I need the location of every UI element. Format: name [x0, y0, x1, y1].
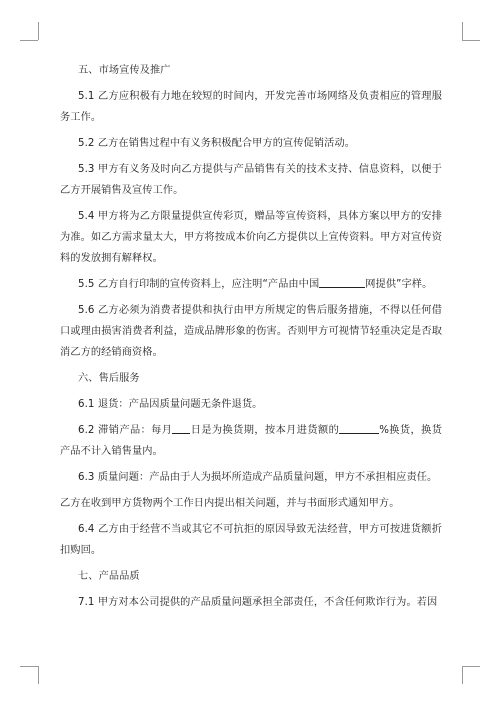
crop-mark-bottom-left-h [20, 666, 38, 667]
document-body [60, 60, 442, 618]
clause-6-2-mid: 日是为换货期，按本月进货额的 [190, 425, 340, 436]
section-heading-after-sales: 六、售后服务 [78, 373, 140, 384]
clause-6-3-continued: 乙方在收到甲方货物两个工作日内提出相关问题，并与书面形式通知甲方。 [60, 498, 400, 509]
clause-6-2-post: %换货，换货产品不计入销售量内。 [60, 425, 443, 457]
crop-mark-bottom-left-v [38, 666, 39, 684]
clause-6-2 [60, 420, 442, 462]
crop-mark-top-right-h [462, 40, 480, 41]
clause-5-3: 5.3 甲方有义务及时向乙方提供与产品销售有关的技术支持、信息资料，以便于乙方开展销售及宣传工作。 [60, 164, 442, 196]
clause-6-3: 6.3 质量问题：产品由于人为损坏所造成产品质量问题，甲方不承担相应责任。 [78, 472, 438, 483]
clause-5-2: 5.2 乙方在销售过程中有义务积极配合甲方的宣传促销活动。 [78, 138, 356, 149]
clause-6-1: 6.1 退货：产品因质量问题无条件退货。 [78, 399, 263, 410]
clause-5-5-post: 网提供”字样。 [365, 279, 433, 290]
crop-mark-bottom-right-v [462, 666, 463, 684]
clause-5-1: 5.1 乙方应积极有力地在较短的时间内，开发完善市场网络及负责相应的管理服务工作。 [60, 91, 442, 123]
clause-6-4: 6.4 乙方由于经营不当或其它不可抗拒的原因导致无法经营，甲方可按进货额折扣购回。 [60, 524, 442, 556]
crop-mark-top-right-v [462, 22, 463, 40]
clause-5-6: 5.6 乙方必须为消费者提供和执行由甲方所规定的售后服务措施，不得以任何借口或理由损害消费者利益，造成品牌形象的伤害。否则甲方可视情节轻重决定是否取消乙方的经销商资格。 [60, 305, 442, 358]
section-heading-product-quality: 七、产品品质 [78, 571, 140, 582]
blank-field-website [319, 276, 365, 288]
clause-6-2-pre: 6.2 滞销产品：每月 [78, 425, 173, 436]
crop-mark-top-left-v [38, 22, 39, 40]
clause-5-5-pre: 5.5 乙方自行印制的宣传资料上，应注明“产品由中国 [78, 279, 320, 290]
clause-7-1: 7.1 甲方对本公司提供的产品质量问题承担全部责任，不含任何欺诈行为。若因 [78, 597, 438, 608]
crop-mark-bottom-right-h [462, 666, 480, 667]
clause-5-5 [60, 274, 442, 295]
blank-field-percent [339, 422, 379, 434]
blank-field-day [172, 422, 190, 434]
crop-mark-top-left-h [20, 40, 38, 41]
section-heading-marketing: 五、市场宣传及推广 [78, 65, 171, 76]
clause-5-4: 5.4 甲方将为乙方限量提供宣传彩页，赠品等宣传资料，具体方案以甲方的安排为准。如乙方需求量太大，甲方将按成本价向乙方提供以上宣传资料。甲方对宣传资料的发放拥有解释权。 [60, 211, 442, 264]
